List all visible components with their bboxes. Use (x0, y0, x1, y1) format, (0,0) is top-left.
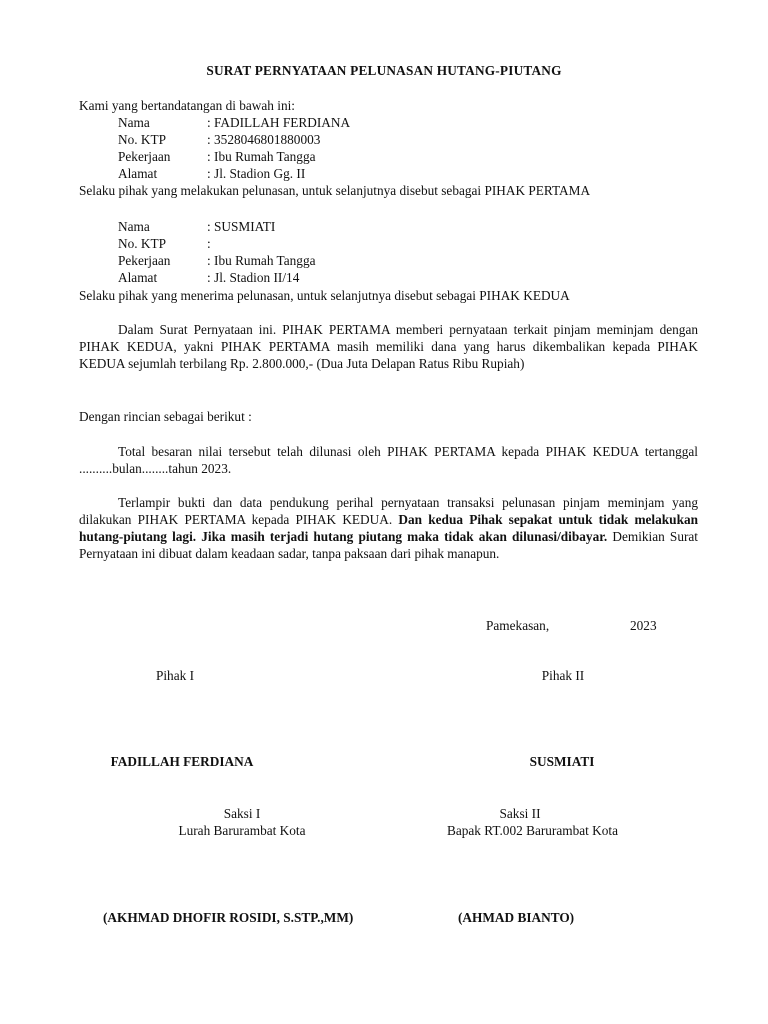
agreement-clause: Dan kedua Pihak sepakat untuk tidak melakukan hutang-piutang lagi. Jika masih terjadi hutang piutang maka tidak akan dilunasi/dibayar. (79, 512, 699, 544)
pihak2-signature-name: SUSMIATI (529, 754, 595, 769)
party2-address-row (118, 269, 299, 286)
party1-role: Selaku pihak yang melakukan pelunasan, untuk selanjutnya disebut sebagai PIHAK PERTAMA (79, 183, 591, 198)
field-label: Nama (118, 115, 150, 130)
field-value: : FADILLAH FERDIANA (207, 115, 351, 130)
saksi2-role: Bapak RT.002 Barurambat Kota (446, 823, 619, 838)
closing-text-start: Terlampir bukti dan data pendukung perihal pernyataan transaksi pelunasan pinjam meminjam yang dilakukan PIHAK PERTAMA kepada PIHAK KEDUA. (79, 495, 698, 527)
party1-address-row (118, 165, 305, 182)
field-label: Alamat (118, 166, 158, 181)
field-value: : Ibu Rumah Tangga (207, 253, 316, 268)
intro-text: Kami yang bertandatangan di bawah ini: (79, 98, 296, 113)
field-value: : Jl. Stadion II/14 (207, 270, 300, 285)
document-title: SURAT PERNYATAAN PELUNASAN HUTANG-PIUTANG (206, 63, 562, 78)
field-label: Pekerjaan (118, 149, 171, 164)
closing-paragraph (79, 494, 698, 562)
party1-ktp-row (118, 131, 320, 148)
field-value: : (207, 236, 211, 251)
field-label: Nama (118, 219, 150, 234)
field-value: : SUSMIATI (207, 219, 276, 234)
field-label: Alamat (118, 270, 158, 285)
field-value: : Ibu Rumah Tangga (207, 149, 316, 164)
place-label: Pamekasan, (486, 618, 550, 633)
saksi2-signature-name: (AHMAD BIANTO) (458, 910, 575, 925)
saksi2-label: Saksi II (499, 806, 541, 821)
saksi1-role: Lurah Barurambat Kota (178, 823, 306, 838)
party2-name-row (118, 218, 275, 235)
party2-job-row (118, 252, 316, 269)
party2-ktp-row (118, 235, 211, 252)
closing-text-end: Demikian Surat Pernyataan ini dibuat dalam keadaan sadar, tanpa paksaan dari pihak manapun. (79, 529, 698, 561)
pihak2-label: Pihak II (541, 668, 585, 683)
party2-role: Selaku pihak yang menerima pelunasan, untuk selanjutnya disebut sebagai PIHAK KEDUA (79, 288, 570, 303)
saksi1-signature-name: (AKHMAD DHOFIR ROSIDI, S.STP.,MM) (103, 910, 354, 925)
year-label: 2023 (630, 618, 657, 633)
details-heading: Dengan rincian sebagai berikut : (79, 409, 252, 424)
field-value: : Jl. Stadion Gg. II (207, 166, 306, 181)
pihak1-label: Pihak I (155, 668, 195, 683)
saksi1-label: Saksi I (223, 806, 261, 821)
party1-name-row (118, 114, 350, 131)
party1-job-row (118, 148, 316, 165)
field-label: Pekerjaan (118, 253, 171, 268)
field-label: No. KTP (118, 236, 167, 251)
statement-paragraph: Dalam Surat Pernyataan ini. PIHAK PERTAMA memberi pernyataan terkait pinjam meminjam dengan PIHAK KEDUA, yakni PIHAK PERTAMA masih memiliki dana yang harus dikembalikan kepada PIHAK KEDUA sejumlah terbilang Rp. 2.800.000,- (Dua Juta Delapan Ratus Ribu Rupiah) (79, 322, 698, 371)
field-label: No. KTP (118, 132, 167, 147)
pihak1-signature-name: FADILLAH FERDIANA (110, 754, 254, 769)
settlement-paragraph: Total besaran nilai tersebut telah dilunasi oleh PIHAK PERTAMA kepada PIHAK KEDUA tertanggal ..........bulan........tahun 2023. (79, 444, 698, 476)
field-value: : 3528046801880003 (207, 132, 321, 147)
